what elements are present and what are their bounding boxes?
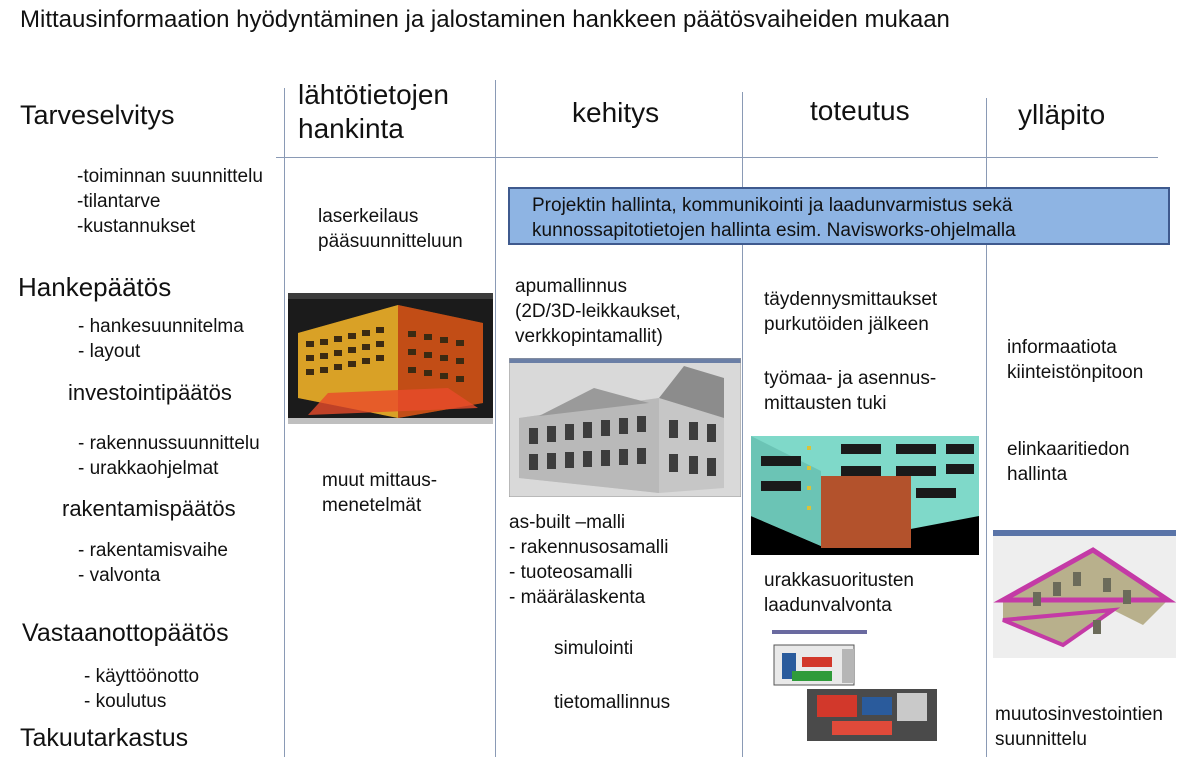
elinkaaritieto-text: [1007, 437, 1130, 487]
stage-vastaanottopaatos-item: - käyttöönotto: [84, 666, 200, 687]
banner-line: kunnossapitotietojen hallinta esim. Navisworks-ohjelmalla: [532, 220, 1016, 241]
text-line: - määrälaskenta: [509, 587, 646, 608]
project-management-banner: [508, 187, 1170, 245]
text-line: pääsuunnitteluun: [318, 231, 463, 252]
column-header-toteutus: toteutus: [810, 95, 910, 126]
laserkeilaus-text: [318, 204, 463, 254]
tietomallinnus-text: tietomallinnus: [554, 692, 671, 713]
stage-investointipaatos-item: - rakennussuunnittelu: [78, 433, 260, 454]
text-line: elinkaaritiedon: [1007, 439, 1130, 460]
text-line: suunnittelu: [995, 729, 1087, 750]
apumallinnus-text: [515, 274, 681, 349]
text-line: laserkeilaus: [318, 206, 419, 227]
site-monitoring-model-image: [762, 627, 940, 745]
text-line: mittausten tuki: [764, 393, 887, 414]
column-header-yllapito: ylläpito: [1018, 99, 1106, 130]
text-line: kiinteistönpitoon: [1007, 362, 1144, 383]
text-line: (2D/3D-leikkaukset,: [515, 301, 681, 322]
stage-investointipaatos-item: - urakkaohjelmat: [78, 458, 219, 479]
header-divider: [276, 157, 1158, 158]
tyomaa-mittaukset-text: [764, 366, 936, 416]
text-line: verkkopintamallit): [515, 326, 663, 347]
column-header-line: hankinta: [298, 113, 404, 144]
column-divider-2: [495, 80, 496, 757]
text-line: urakkasuoritusten: [764, 570, 914, 591]
facade-installation-model-image: [751, 436, 979, 555]
banner-line: Projektin hallinta, kommunikointi ja laadunvarmistus sekä: [532, 195, 1013, 216]
text-line: informaatiota: [1007, 337, 1117, 358]
facility-model-image: [993, 530, 1176, 658]
text-line: as-built –malli: [509, 512, 626, 533]
text-line: muutosinvestointien: [995, 704, 1163, 725]
text-line: apumallinnus: [515, 276, 627, 297]
stage-tarveselvitys-item: -kustannukset: [77, 216, 196, 237]
informaatiota-text: [1007, 335, 1143, 385]
stage-hankepaatos-item: - hankesuunnitelma: [78, 316, 244, 337]
column-header-line: lähtötietojen: [298, 79, 450, 110]
stage-rakentamispaatos-item: - rakentamisvaihe: [78, 540, 228, 561]
stage-investointipaatos: investointipäätös: [68, 380, 232, 405]
text-line: laadunvalvonta: [764, 595, 892, 616]
stage-hankepaatos-item: - layout: [78, 341, 141, 362]
stage-rakentamispaatos-item: - valvonta: [78, 565, 161, 586]
column-header-lahtotiedot: [298, 78, 449, 146]
urakkasuoritukset-text: [764, 568, 914, 618]
text-line: purkutöiden jälkeen: [764, 314, 929, 335]
text-line: - tuoteosamalli: [509, 562, 633, 583]
text-line: hallinta: [1007, 464, 1068, 485]
stage-vastaanottopaatos-item: - koulutus: [84, 691, 167, 712]
column-divider-1: [284, 88, 285, 757]
text-line: muut mittaus-: [322, 470, 438, 491]
stage-takuutarkastus: Takuutarkastus: [20, 724, 189, 752]
stage-tarveselvitys-item: -tilantarve: [77, 191, 161, 212]
text-line: täydennysmittaukset: [764, 289, 938, 310]
taydennysmittaukset-text: [764, 287, 937, 337]
stage-vastaanottopaatos: Vastaanottopäätös: [22, 619, 229, 647]
laser-scan-point-cloud-image: [288, 293, 493, 424]
building-facade-model-image: [509, 358, 741, 497]
muutosinvestoinnit-text: [995, 702, 1163, 752]
muut-mittausmenetelmat-text: [322, 468, 437, 518]
stage-hankepaatos: Hankepäätös: [18, 272, 172, 302]
asbuilt-text: [509, 510, 668, 610]
simulointi-text: simulointi: [554, 638, 634, 659]
text-line: menetelmät: [322, 495, 422, 516]
column-header-kehitys: kehitys: [572, 97, 660, 128]
stage-tarveselvitys-item: -toiminnan suunnittelu: [77, 166, 263, 187]
stage-rakentamispaatos: rakentamispäätös: [62, 496, 236, 521]
stage-tarveselvitys: Tarveselvitys: [20, 100, 175, 130]
text-line: työmaa- ja asennus-: [764, 368, 937, 389]
page-title: Mittausinformaation hyödyntäminen ja jalostaminen hankkeen päätösvaiheiden mukaan: [20, 6, 950, 33]
text-line: - rakennusosamalli: [509, 537, 669, 558]
